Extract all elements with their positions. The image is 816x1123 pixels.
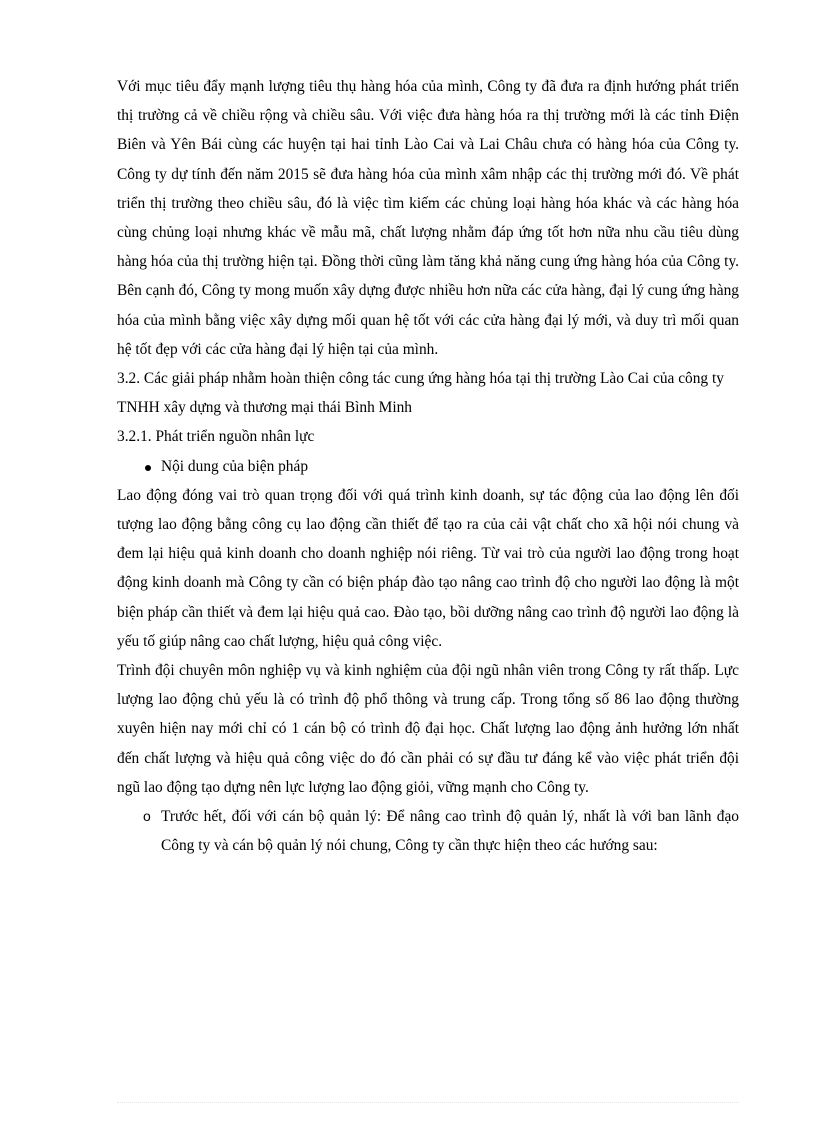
section-heading-3-2-1: 3.2.1. Phát triển nguồn nhân lực: [117, 428, 315, 446]
bullet-dot-icon: [145, 465, 151, 471]
paragraph-market-development: Với mục tiêu đẩy mạnh lượng tiêu thụ hàng hóa của mình, Công ty đã đưa ra định hướng phát triển thị trường cả về chiều rộng và chiều sâu. Với việc đưa hàng hóa ra thị trường mới là các tỉnh Điện Biên và Yên Bái cùng các huyện tại hai tỉnh Lào Cai và Lai Châu chưa có hàng hóa của Công ty. Công ty dự tính đến năm 2015 sẽ đưa hàng hóa của mình xâm nhập các thị trường mới đó. Về phát triển thị trường theo chiều sâu, đó là việc tìm kiếm các chủng loại hàng hóa khác và các hàng hóa cùng chủng loại nhưng khác về mẫu mã, chất lượng nhằm đáp ứng tốt hơn nữa nhu cầu tiêu dùng hàng hóa của thị trường hiện tại. Đồng thời cũng làm tăng khả năng cung ứng hàng hóa của Công ty. Bên cạnh đó, Công ty mong muốn xây dựng được nhiều hơn nữa các cửa hàng, đại lý cung ứng hàng hóa của mình bằng việc xây dựng mối quan hệ tốt với các cửa hàng đại lý mới, và duy trì mối quan hệ tốt đẹp với các cửa hàng đại lý hiện tại của mình.: [117, 78, 739, 358]
bullet-item-label: Nội dung của biện pháp: [161, 457, 309, 475]
sub-list-item: [117, 802, 739, 860]
page-bottom-divider: [117, 1102, 739, 1103]
document-page: [117, 72, 739, 860]
paragraph-staff-qualification: Trình đội chuyên môn nghiệp vụ và kinh nghiệm của đội ngũ nhân viên trong Công ty rất thấp. Lực lượng lao động chủ yếu là có trình độ phổ thông và trung cấp. Trong tổng số 86 lao động thường xuyên hiện nay mới chỉ có 1 cán bộ có trình độ đại học. Chất lượng lao động ảnh hưởng lớn nhất đến chất lượng và hiệu quả công việc do đó cần phải có sự đầu tư đáng kể vào việc phát triển đội ngũ lao động tạo dựng nên lực lượng lao động giỏi, vững mạnh cho Công ty.: [117, 662, 739, 796]
section-heading-3-2: 3.2. Các giải pháp nhằm hoàn thiện công tác cung ứng hàng hóa tại thị trường Lào Cai của công ty TNHH xây dựng và thương mại thái Bình Minh: [117, 370, 724, 417]
bullet-item: [117, 452, 739, 481]
sub-list-item-text: Trước hết, đối với cán bộ quản lý: Để nâng cao trình độ quản lý, nhất là với ban lãnh đạo Công ty và cán bộ quản lý nói chung, Công ty cần thực hiện theo các hướng sau:: [161, 808, 739, 855]
paragraph-labor-role: Lao động đóng vai trò quan trọng đối với quá trình kinh doanh, sự tác động của lao động lên đối tượng lao động bằng công cụ lao động cần thiết để tạo ra của cải vật chất cho xã hội nói chung và đem lại hiệu quả kinh doanh cho doanh nghiệp nói riêng. Từ vai trò của người lao động trong hoạt động kinh doanh mà Công ty cần có biện pháp đào tạo nâng cao trình độ cho người lao động là một biện pháp cần thiết và đem lại hiệu quả cao. Đào tạo, bồi dưỡng nâng cao trình độ người lao động là yếu tố giúp nâng cao chất lượng, hiệu quả công việc.: [117, 486, 739, 650]
circle-bullet-icon: o: [143, 808, 151, 825]
